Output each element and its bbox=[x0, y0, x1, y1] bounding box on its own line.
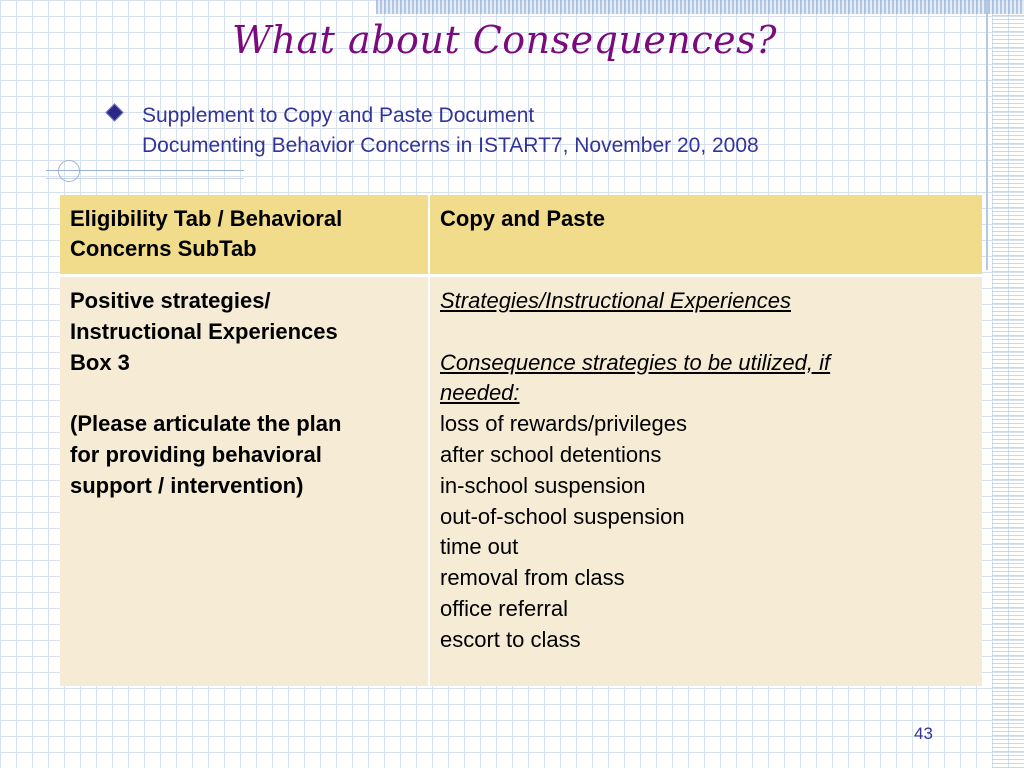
decorative-right-band bbox=[992, 14, 1024, 768]
left-cell bbox=[60, 276, 429, 687]
slide-title: What about Consequences? bbox=[232, 18, 778, 62]
cell-note-line: (Please articulate the plan bbox=[70, 411, 342, 437]
decorative-top-band bbox=[376, 0, 1024, 14]
diamond-bullet-icon bbox=[105, 103, 123, 121]
list-item: in-school suspension bbox=[440, 472, 646, 498]
decorative-vertical-line bbox=[986, 0, 988, 270]
cell-line: Positive strategies/ bbox=[70, 288, 271, 313]
consequence-heading: needed: bbox=[440, 380, 520, 406]
content-table bbox=[60, 195, 982, 686]
list-item: after school detentions bbox=[440, 441, 662, 467]
subtitle-line-2: Documenting Behavior Concerns in ISTART7, November 20, 2008 bbox=[142, 134, 759, 157]
list-item: escort to class bbox=[440, 626, 581, 652]
list-item: loss of rewards/privileges bbox=[440, 411, 687, 437]
decorative-circle-icon bbox=[58, 160, 80, 182]
cell-line: Instructional Experiences bbox=[70, 318, 338, 344]
list-item: office referral bbox=[440, 595, 568, 621]
list-item: out-of-school suspension bbox=[440, 503, 685, 529]
slide-subtitle bbox=[142, 101, 759, 161]
cell-note-line: support / intervention) bbox=[70, 472, 304, 498]
cell-note-line: for providing behavioral bbox=[70, 441, 322, 467]
page-number: 43 bbox=[914, 724, 933, 743]
subtitle-line-1: Supplement to Copy and Paste Document bbox=[142, 104, 535, 127]
strategies-heading: Strategies/Instructional Experiences bbox=[440, 288, 791, 313]
consequence-heading: Consequence strategies to be utilized, if bbox=[440, 349, 831, 375]
list-item: time out bbox=[440, 534, 519, 560]
right-cell bbox=[429, 276, 982, 687]
cell-line: Box 3 bbox=[70, 349, 130, 375]
list-item: removal from class bbox=[440, 565, 625, 591]
table-header-row bbox=[60, 195, 982, 276]
table-header-cell: Copy and Paste bbox=[429, 195, 982, 276]
table-row bbox=[60, 276, 982, 687]
table-header-cell: Eligibility Tab / Behavioral Concerns SubTab bbox=[60, 195, 429, 276]
